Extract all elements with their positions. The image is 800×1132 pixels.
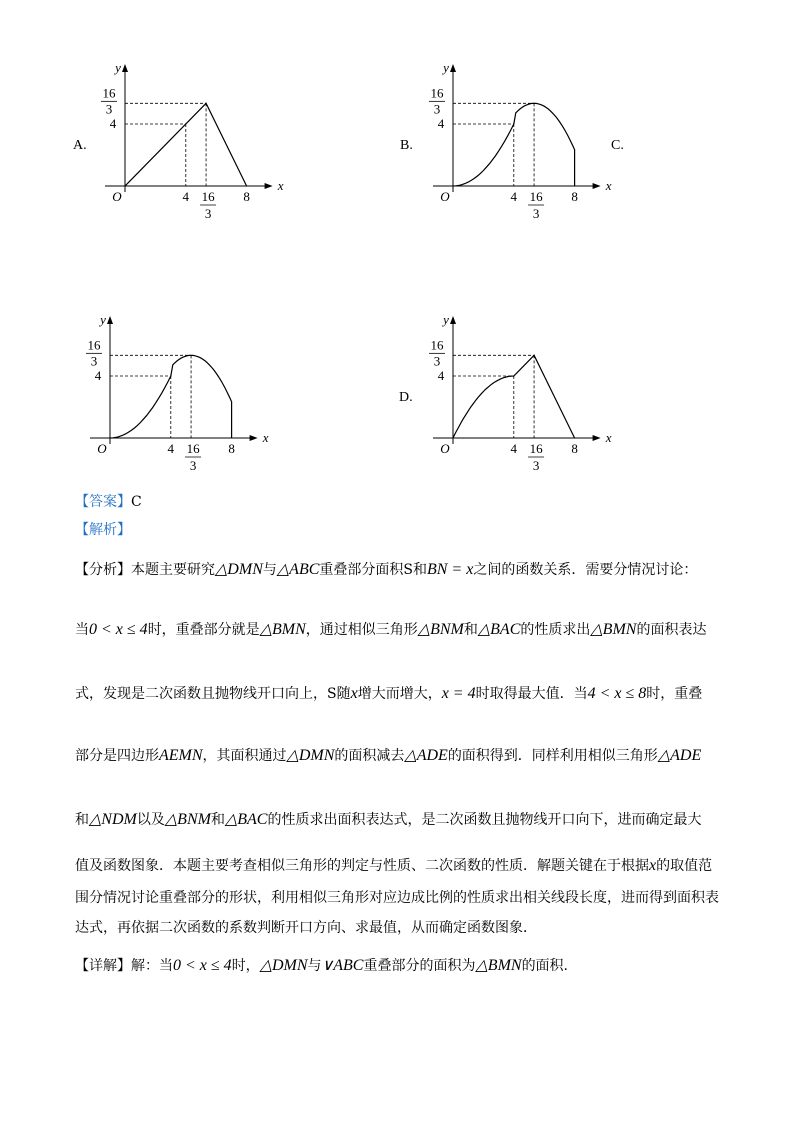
y-axis-arrow: [107, 316, 113, 324]
p2f: 的面积表达: [636, 622, 707, 638]
xtick-4: 4: [510, 189, 518, 204]
math-x-2: x: [649, 857, 657, 874]
origin-label: O: [112, 189, 122, 204]
p2e: 的性质求出: [520, 622, 591, 638]
ytick-16-den: 3: [90, 353, 98, 369]
option-d-label: D.: [399, 390, 413, 405]
y-axis-arrow: [122, 64, 128, 72]
x-axis-label: x: [262, 430, 269, 445]
origin-label: O: [440, 189, 450, 204]
p1a: 本题主要研究: [131, 562, 215, 578]
graph-a: [100, 60, 284, 224]
para-line-4: [75, 746, 701, 766]
option-b-label: B.: [400, 138, 413, 153]
ytick-16-den: 3: [433, 353, 441, 369]
p1-tag: 【分析】: [75, 562, 131, 578]
p7: 围分情况讨论重叠部分的形状，利用相似三角形对应边成比例的性质求出相关线段长度，进而得到面积表: [75, 890, 719, 906]
xtick-16-num: 16: [529, 189, 543, 204]
math-range1-2: 0 < x ≤ 4: [173, 957, 232, 974]
x-axis-arrow: [593, 183, 601, 189]
graph-d: [428, 312, 612, 476]
graph-b-svg: [428, 60, 612, 221]
xtick-16-num: 16: [201, 189, 215, 204]
x-axis-label: x: [605, 430, 612, 445]
y-axis-label: y: [443, 312, 449, 327]
math-bn-eq-x: BN = x: [426, 561, 474, 578]
answer-value: C: [131, 494, 142, 510]
xtick-16-den: 3: [532, 458, 540, 473]
ytick-16-num: 16: [102, 85, 116, 101]
p5c: 和: [210, 812, 225, 828]
origin-label: O: [97, 441, 107, 456]
ytick-4: 4: [437, 116, 445, 131]
para-line-5: [75, 810, 701, 830]
p9b: 时，: [231, 958, 260, 974]
p2c: ，通过相似三角形: [305, 622, 418, 638]
p8: 达式，再依据二次函数的系数判断开口方向、求最值，从而确定函数图象．: [75, 920, 537, 936]
xtick-16-den: 3: [189, 458, 197, 473]
p5b: 以及: [136, 812, 165, 828]
analysis-tag: 【解析】: [75, 522, 131, 538]
math-dmn-3: △DMN: [259, 957, 308, 974]
xtick-16-den: 3: [532, 206, 540, 221]
graph-a-svg: [100, 60, 284, 221]
ytick-16-num: 16: [87, 337, 101, 353]
xtick-8: 8: [571, 441, 578, 456]
math-range2: 4 < x ≤ 8: [587, 685, 647, 702]
p5a: 和: [75, 812, 89, 828]
p6b: 的取值范: [656, 858, 713, 874]
y-axis-label: y: [100, 312, 106, 327]
ytick-16-den: 3: [105, 101, 113, 117]
math-aemn: AEMN: [159, 747, 203, 764]
ytick-4: 4: [437, 368, 445, 383]
math-ade: △ADE: [404, 747, 448, 764]
p1d: 之间的函数关系．需要分情况讨论：: [473, 562, 698, 578]
xtick-8: 8: [571, 189, 578, 204]
math-bnm-2: △BNM: [164, 811, 211, 828]
p3a: 式，发现是二次函数且抛物线开口向上，S随: [75, 686, 351, 702]
math-ade-2: △ADE: [657, 747, 702, 764]
math-vabc: ∨ABC: [321, 957, 364, 974]
p4a: 部分是四边形: [75, 748, 159, 764]
ytick-4: 4: [94, 368, 102, 383]
option-c-label: C.: [611, 138, 624, 153]
x-axis-label: x: [605, 178, 612, 193]
xtick-16-num: 16: [186, 441, 200, 456]
p9c: 与: [307, 958, 322, 974]
math-x: x: [350, 685, 358, 702]
p2b: 时，重叠部分就是: [147, 622, 260, 638]
p2a: 当: [75, 622, 89, 638]
para-line-3: [75, 684, 702, 704]
p9e: 的面积.: [521, 958, 569, 974]
para-line-9: [75, 956, 568, 976]
math-dmn-2: △DMN: [286, 747, 335, 764]
y-axis-arrow: [450, 64, 456, 72]
option-a-label: A.: [73, 138, 87, 153]
ytick-16-num: 16: [430, 337, 444, 353]
p3b: 增大而增大，: [357, 686, 442, 702]
p9a: 解：当: [131, 958, 173, 974]
x-axis-arrow: [250, 435, 258, 441]
p1c: 重叠部分面积S和: [319, 562, 427, 578]
math-ndm: △NDM: [89, 811, 137, 828]
xtick-16-num: 16: [529, 441, 543, 456]
p9-tag: 【详解】: [75, 958, 131, 974]
graph-c: [85, 312, 269, 476]
p4b: ，其面积通过: [202, 748, 287, 764]
ytick-4: 4: [109, 116, 117, 131]
y-axis-label: y: [443, 60, 449, 75]
math-bnm: △BNM: [417, 621, 464, 638]
p5d: 的性质求出面积表达式，是二次函数且抛物线开口向下，进而确定最大: [267, 812, 702, 828]
analysis-heading: [75, 520, 131, 540]
graph-c-svg: [85, 312, 269, 473]
xtick-16-den: 3: [204, 206, 212, 221]
p3d: 时，重叠: [646, 686, 703, 702]
xtick-4: 4: [167, 441, 175, 456]
p9d: 重叠部分的面积为: [363, 958, 476, 974]
math-dmn: △DMN: [215, 561, 263, 578]
para-line-8: [75, 918, 537, 938]
math-bmn: △BMN: [259, 621, 306, 638]
math-x-eq-4: x = 4: [441, 685, 476, 702]
answer-line: [75, 492, 142, 512]
para-line-1: [75, 560, 697, 580]
y-axis-label: y: [115, 60, 121, 75]
x-axis-arrow: [265, 183, 273, 189]
p4d: 的面积得到．同样利用相似三角形: [447, 748, 658, 764]
math-bmn-2: △BMN: [590, 621, 637, 638]
math-range1: 0 < x ≤ 4: [89, 621, 148, 638]
graph-d-svg: [428, 312, 612, 473]
y-axis-arrow: [450, 316, 456, 324]
p1b: 与: [262, 562, 277, 578]
para-line-7: [75, 888, 719, 908]
xtick-4: 4: [510, 441, 518, 456]
para-line-6: [75, 856, 712, 876]
math-bmn-3: △BMN: [475, 957, 522, 974]
x-axis-arrow: [593, 435, 601, 441]
math-bac-2: △BAC: [224, 811, 268, 828]
origin-label: O: [440, 441, 450, 456]
p4c: 的面积减去: [334, 748, 405, 764]
p6a: 值及函数图象．本题主要考查相似三角形的判定与性质、二次函数的性质．解题关键在于根据: [75, 858, 649, 874]
math-abc: △ABC: [276, 561, 320, 578]
ytick-16-den: 3: [433, 101, 441, 117]
answer-tag: 【答案】: [75, 494, 131, 510]
xtick-8: 8: [243, 189, 250, 204]
xtick-8: 8: [228, 441, 235, 456]
x-axis-label: x: [277, 178, 284, 193]
xtick-4: 4: [182, 189, 190, 204]
graph-b: [428, 60, 612, 224]
ytick-16-num: 16: [430, 85, 444, 101]
math-bac: △BAC: [477, 621, 521, 638]
para-line-2: [75, 620, 706, 640]
p2d: 和: [463, 622, 478, 638]
p3c: 时取得最大值．当: [475, 686, 588, 702]
